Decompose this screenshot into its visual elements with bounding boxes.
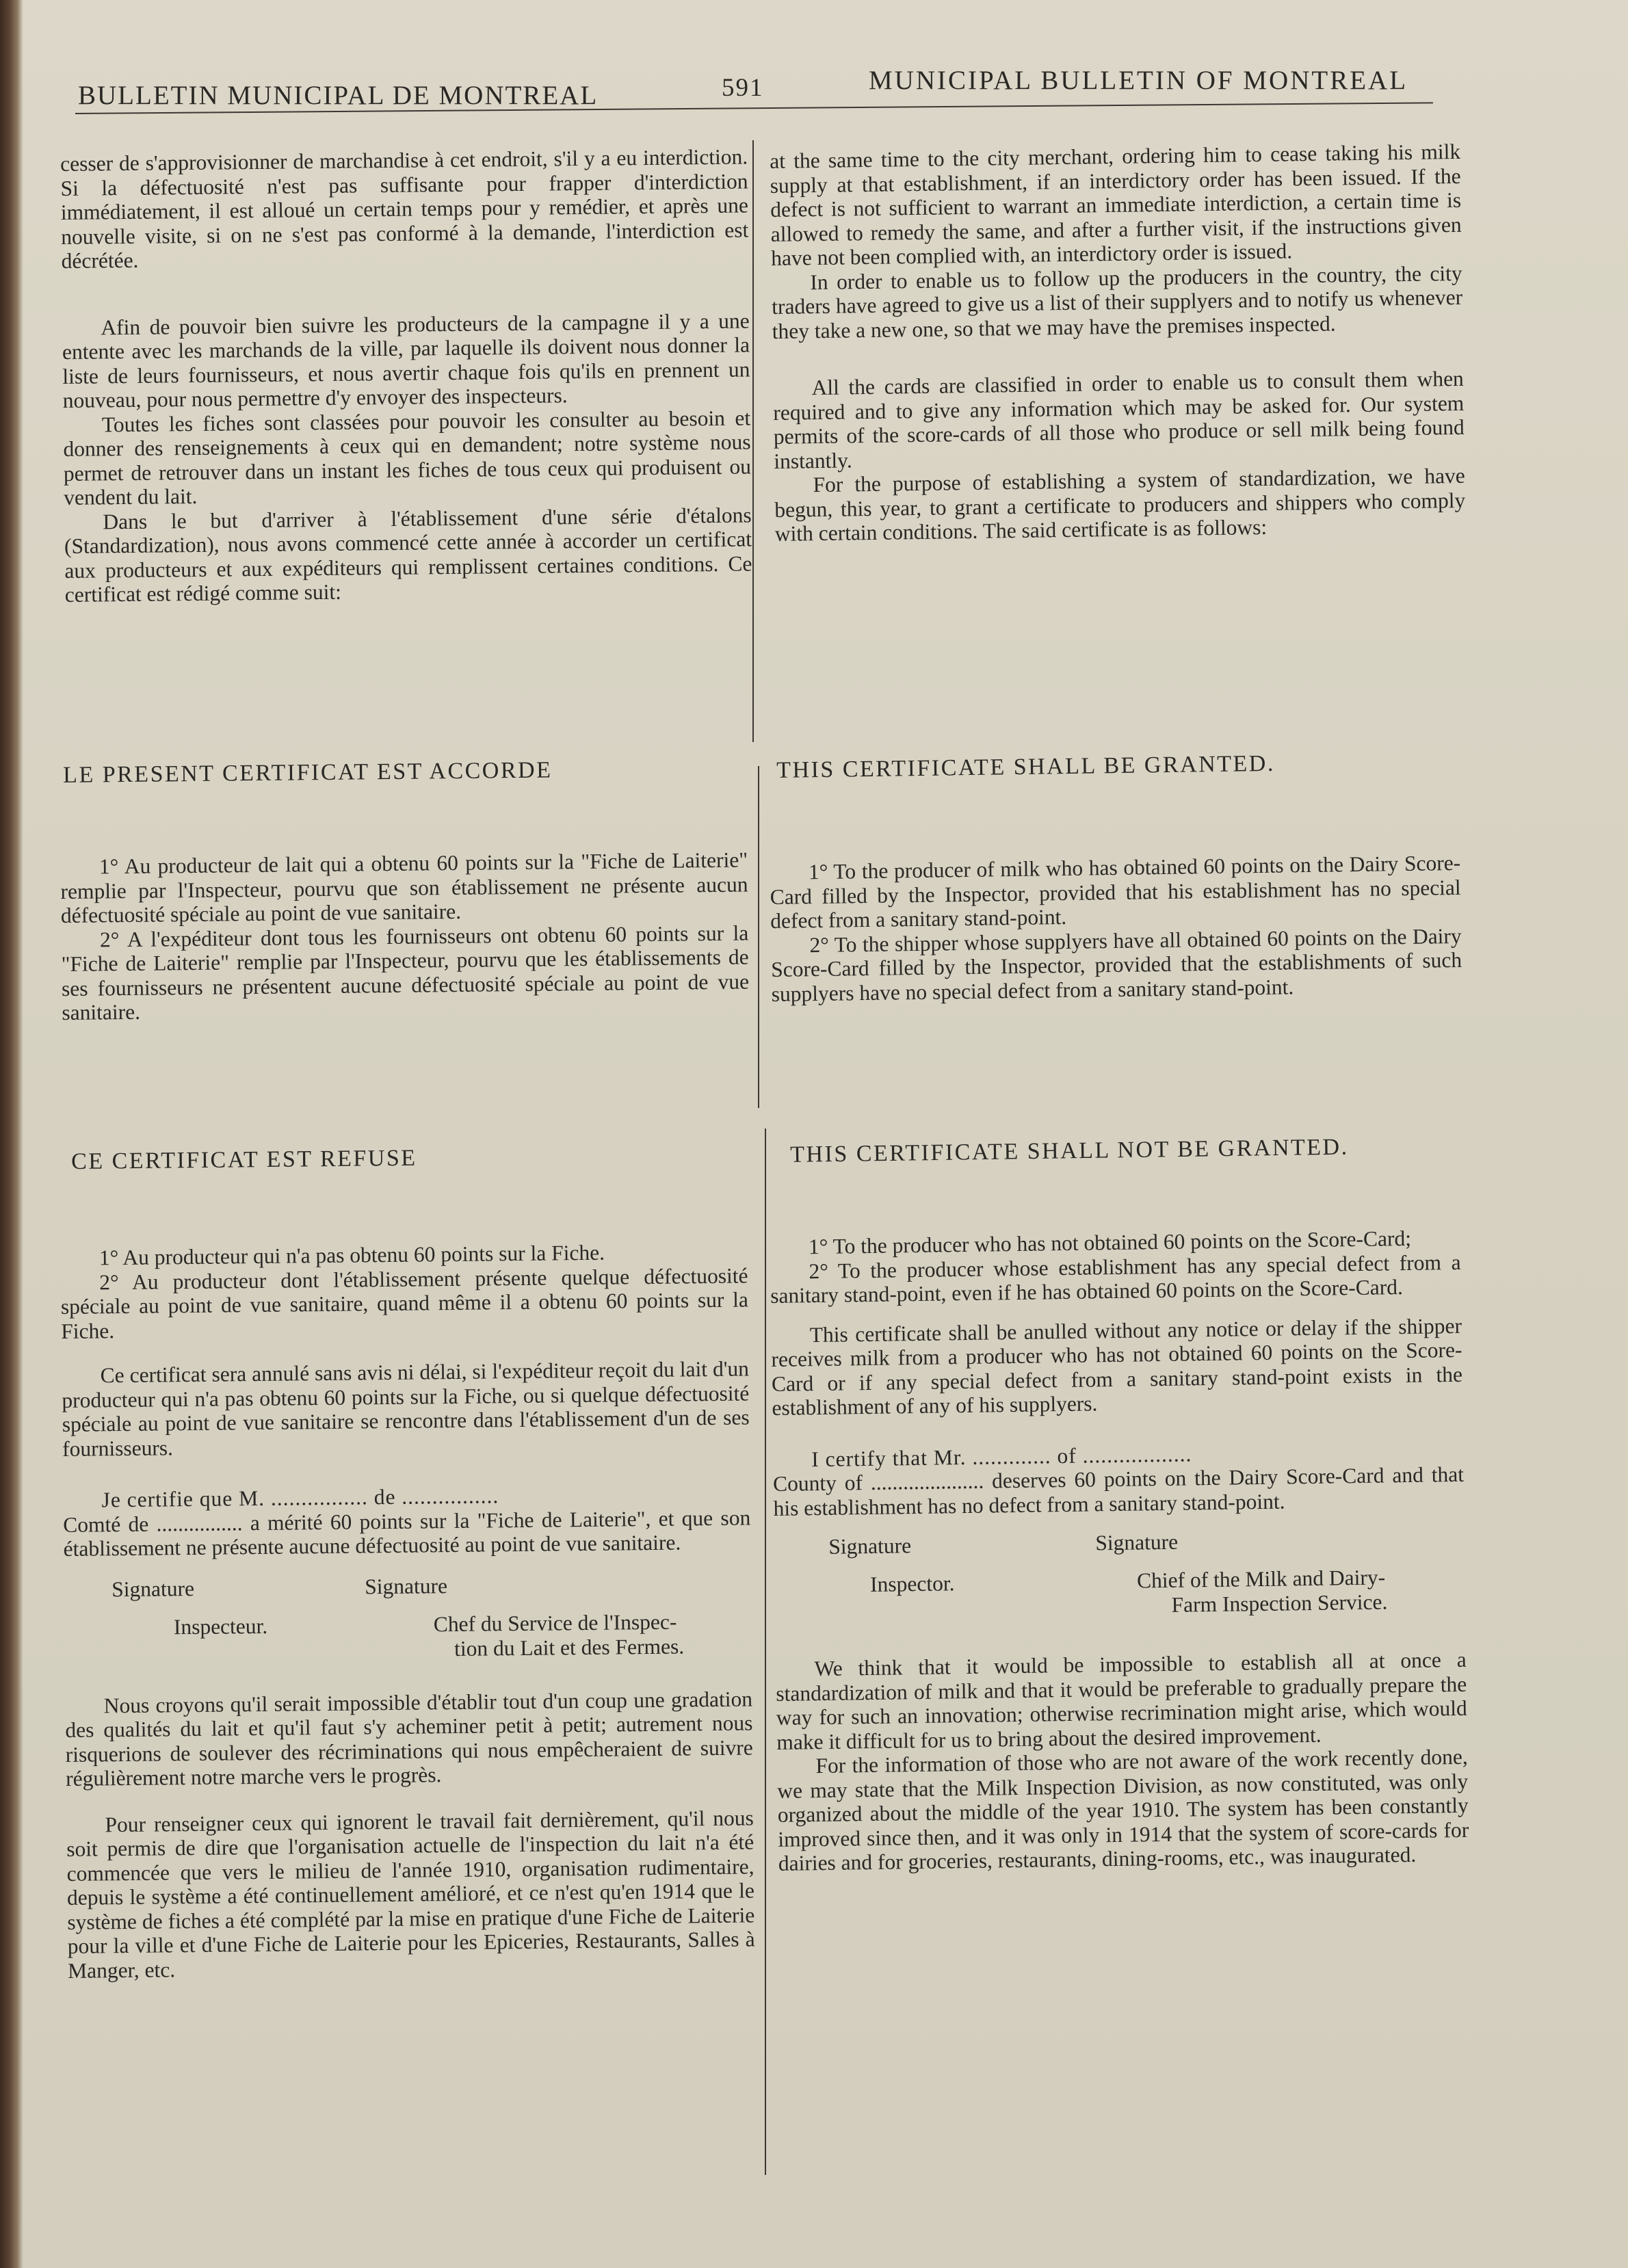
- en-refused-item-2: 2° To the producer whose establishment has any special defect from a sanitary stand-point, even if he has obtained 60 points on the Score-Card.: [770, 1250, 1461, 1308]
- column-divider-top: [752, 140, 754, 742]
- fr-granted-item-1: 1° Au producteur de lait qui a obtenu 60 points sur la "Fiche de Laiterie" remplie par l'Inspecteur, pourvu que son établissement ne présente aucun défectuosité spéciale au point de vue sanitaire.: [60, 847, 748, 927]
- fr-paragraph-6: Pour renseigner ceux qui ignorent le travail fait dernièrement, qu'il nous soit permis de dire que l'organisation actuelle de l'inspection du lait n'a été commencée que vers le milieu de l'année 1910, organisation rudimentaire, depuis le système a été continuellement amélioré, et ce n'est qu'en 1914 que le système de fiches a été complété par la mise en pratique d'une Fiche de Laiterie pour la ville et d'une Fiche de Laiterie pour les Epiceries, Restaurants, Salles à Manger, etc.: [66, 1805, 755, 1983]
- header-french-title: BULLETIN MUNICIPAL DE MONTREAL: [78, 81, 599, 110]
- en-refused-item-1: 1° To the producer who has not obtained 60 points on the Score-Card;: [808, 1226, 1412, 1259]
- fr-certificate-line-2: Comté de ................ a mérité 60 points sur la "Fiche de Laiterie", et que son établissement ne présente aucune défectuosité au point de vue sanitaire.: [63, 1505, 751, 1561]
- en-certificate-line-1: I certify that Mr. ............. of ..................: [811, 1441, 1192, 1471]
- en-signature-label-2: Signature: [1095, 1529, 1179, 1555]
- en-paragraph-3: All the cards are classified in order to enable us to consult them when required and to give any information which may be asked for. Our system permits of the score-cards of all those who produce or sell milk being found instantly.: [773, 366, 1465, 473]
- en-chief-title-line-1: Chief of the Milk and Dairy-: [1136, 1565, 1386, 1593]
- fr-annulment-paragraph: Ce certificat sera annulé sans avis ni délai, si l'expéditeur reçoit du lait d'un producteur qui n'a pas obtenu 60 points sur la Fiche, ou si quelque défectuosité spéciale au point de vue sanitaire se rencontre dans l'établissement d'un de ses fournisseurs.: [62, 1356, 750, 1461]
- en-granted-item-2: 2° To the shipper whose supplyers have all obtained 60 points on the Dairy Score-Card filled by the Inspector, provided that the establishments of such supplyers have no special defect from a sanitary stand-point.: [770, 923, 1462, 1006]
- fr-signature-label-2: Signature: [365, 1573, 448, 1598]
- right-column-granted: [770, 851, 1462, 1006]
- fr-paragraph-3: Toutes les fiches sont classées pour pouvoir les consulter au besoin et donner des renseignements à ceux qui en demandent; notre système nous permet de retrouver dans un instant les fiches de tous ceux qui produisent ou vendent du lait.: [63, 405, 752, 510]
- en-inspector-title: Inspector.: [869, 1571, 955, 1596]
- en-chief-title-line-2: Farm Inspection Service.: [1171, 1590, 1388, 1617]
- fr-certificate-line-1: Je certifie que M. ................ de ................: [101, 1484, 499, 1512]
- page-number: 591: [722, 74, 764, 102]
- fr-refused-item-1: 1° Au producteur qui n'a pas obtenu 60 points sur la Fiche.: [99, 1240, 605, 1270]
- fr-inspector-title: Inspecteur.: [173, 1613, 268, 1639]
- left-column-granted: [60, 847, 750, 1025]
- fr-signature-label-1: Signature: [111, 1576, 195, 1601]
- column-divider-bottom: [765, 1129, 766, 2175]
- en-certificate-line-2: County of ..................... deserves 60 points on the Dairy Score-Card and that his establishment has no defect from a sanitary stand-point.: [772, 1462, 1465, 1520]
- fr-paragraph-1: cesser de s'approvisionner de marchandise à cet endroit, s'il y a eu interdiction. Si la défectuosité n'est pas suffisante pour frapper d'interdiction immédiatement, il est alloué un certain temps pour y remédier, et après une nouvelle visite, si on ne s'est pas conformé à la demande, l'interdiction est décrétée.: [60, 144, 749, 273]
- en-paragraph-5: We think that it would be impossible to establish all at once a standardization of milk and that it would be preferable to gradually prepare the way for such an innovation; otherwise recrimination might arise, which would make it difficult for us to bring about the desired improvement.: [776, 1647, 1467, 1754]
- right-column-refused: [770, 1226, 1469, 1876]
- en-heading-refused: THIS CERTIFICATE SHALL NOT BE GRANTED.: [790, 1134, 1349, 1168]
- fr-paragraph-4: Dans le but d'arriver à l'établissement d'une série d'étalons (Standardization), nous avons commencé cette année à accorder un certificat aux producteurs et aux expéditeurs qui remplissent certaines conditions. Ce certificat est rédigé comme suit:: [64, 502, 752, 607]
- en-paragraph-1: at the same time to the city merchant, ordering him to cease taking his milk supply at that establishment, if an interdictory order has been issued. If the defect is not sufficient to warrant an immediate interdiction, a certain time is allowed to remedy the same, and after a further visit, if the instructions given have not been complied with, an interdictory order is issued.: [770, 139, 1462, 270]
- fr-heading-refused: CE CERTIFICAT EST REFUSE: [71, 1145, 417, 1174]
- header-english-title: MUNICIPAL BULLETIN OF MONTREAL: [869, 66, 1408, 95]
- en-paragraph-4: For the purpose of establishing a system of standardization, we have begun, this year, to grant a certificate to producers and shippers who comply with certain conditions. The said certificate is as follows:: [774, 463, 1466, 546]
- left-column-intro: [60, 144, 752, 607]
- en-granted-item-1: 1° To the producer of milk who has obtained 60 points on the Dairy Score-Card filled by the Inspector, provided that his establishment has no special defect from a sanitary stand-point.: [770, 850, 1461, 933]
- book-binding-edge: [0, 0, 23, 2268]
- en-signature-label-1: Signature: [828, 1533, 912, 1559]
- en-annulment-paragraph: This certificate shall be anulled without any notice or delay if the shipper receives milk from a producer who has not obtained 60 points on the Score-Card or if any special defect from a sanitary stand-point exists in the establishment of any of his supplyers.: [771, 1313, 1463, 1420]
- fr-paragraph-5: Nous croyons qu'il serait impossible d'établir tout d'un coup une gradation des qualités du lait et qu'il faut s'y acheminer petit à petit; autrement nous risquerions de soulever des récriminations qui nous empêcheraient de suivre régulièrement notre marche vers le progrès.: [65, 1686, 753, 1791]
- right-column-intro: [770, 140, 1466, 546]
- en-heading-granted: THIS CERTIFICATE SHALL BE GRANTED.: [776, 750, 1276, 783]
- en-paragraph-6: For the information of those who are not aware of the work recently done, we may state that the Milk Inspection Division, as now constituted, was only organized about the middle of the year 1910. The system has been constantly improved since then, and it was only in 1914 that the system of score-cards for dairies and for groceries, restaurants, dining-rooms, etc., was inaugurated.: [777, 1744, 1469, 1875]
- fr-paragraph-2: Afin de pouvoir bien suivre les producteurs de la campagne il y a une entente avec les marchands de la ville, par laquelle ils doivent nous donner la liste de leurs fournisseurs, et nous avertir chaque fois qu'ils en prennent un nouveau, pour nous permettre d'y envoyer des inspecteurs.: [62, 308, 750, 412]
- en-paragraph-2: In order to enable us to follow up the producers in the country, the city traders have agreed to give us a list of their supplyers and to notify us whenever they take a new one, so that we may have the premises inspected.: [771, 261, 1463, 343]
- fr-heading-granted: LE PRESENT CERTIFICAT EST ACCORDE: [63, 757, 553, 788]
- fr-granted-item-2: 2° A l'expéditeur dont tous les fournisseurs ont obtenu 60 points sur la "Fiche de Laiterie" remplie par l'Inspecteur, pourvu que les établissements de ses fournisseurs ne présentent aucune défectuosité spéciale au point de vue sanitaire.: [61, 920, 750, 1025]
- fr-refused-item-2: 2° Au producteur dont l'établissement présente quelque défectuosité spéciale au point de vue sanitaire, quand même il a obtenu 60 points sur la Fiche.: [60, 1263, 749, 1343]
- fr-chief-title-line-1: Chef du Service de l'Inspec-: [433, 1609, 677, 1636]
- left-column-refused: [60, 1239, 755, 1982]
- column-divider-middle: [758, 766, 759, 1108]
- fr-chief-title-line-2: tion du Lait et des Fermes.: [454, 1633, 685, 1661]
